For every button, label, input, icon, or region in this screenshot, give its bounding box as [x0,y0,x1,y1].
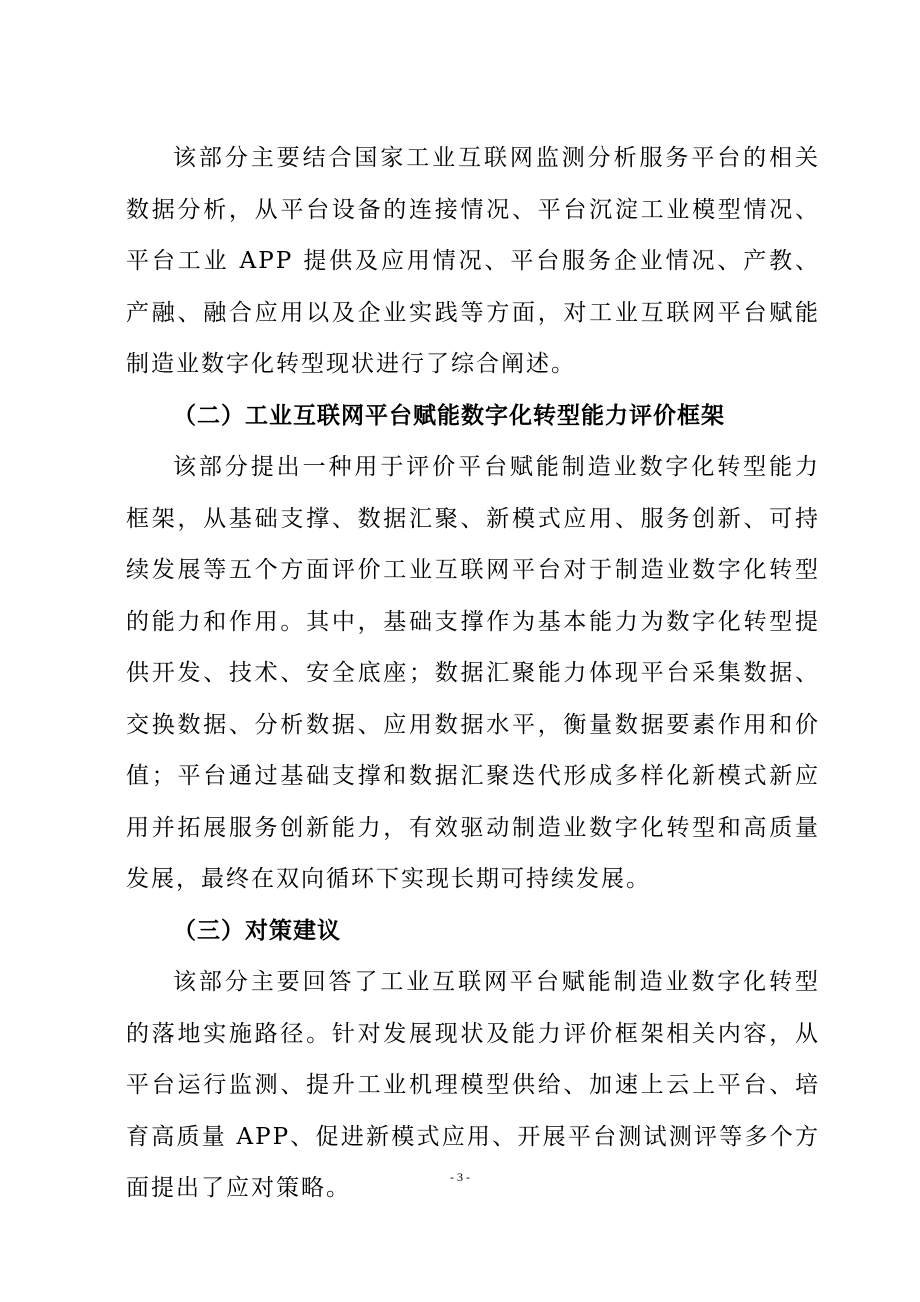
section-heading-recommendations: （三）对策建议 [173,917,341,944]
paragraph-current-status: 该部分主要结合国家工业互联网监测分析服务平台的相关数据分析，从平台设备的连接情况、平台沉淀工业模型情况、平台工业 APP 提供及应用情况、平台服务企业情况、产教、产融、融合应用以及企业实践等方面，对工业互联网平台赋能制造业数字化转型现状进行了综合阐述。 [126,145,820,377]
paragraph-recommendations: 该部分主要回答了工业互联网平台赋能制造业数字化转型的落地实施路径。针对发展现状及能力评价框架相关内容，从平台运行监测、提升工业机理模型供给、加速上云上平台、培育高质量 APP、促进新模式应用、开展平台测试测评等多个方面提出了应对策略。 [126,969,820,1201]
paragraph-evaluation-framework: 该部分提出一种用于评价平台赋能制造业数字化转型能力框架，从基础支撑、数据汇聚、新模式应用、服务创新、可持续发展等五个方面评价工业互联网平台对于制造业数字化转型的能力和作用。其中，基础支撑作为基本能力为数字化转型提供开发、技术、安全底座；数据汇聚能力体现平台采集数据、交换数据、分析数据、应用数据水平，衡量数据要素作用和价值；平台通过基础支撑和数据汇聚迭代形成多样化新模式新应用并拓展服务创新能力，有效驱动制造业数字化转型和高质量发展，最终在双向循环下实现长期可持续发展。 [126,454,820,892]
document-body [126,133,820,1215]
section-heading-evaluation-framework: （二）工业互联网平台赋能数字化转型能力评价框架 [173,402,725,429]
page-number: - 3 - [450,1170,470,1184]
